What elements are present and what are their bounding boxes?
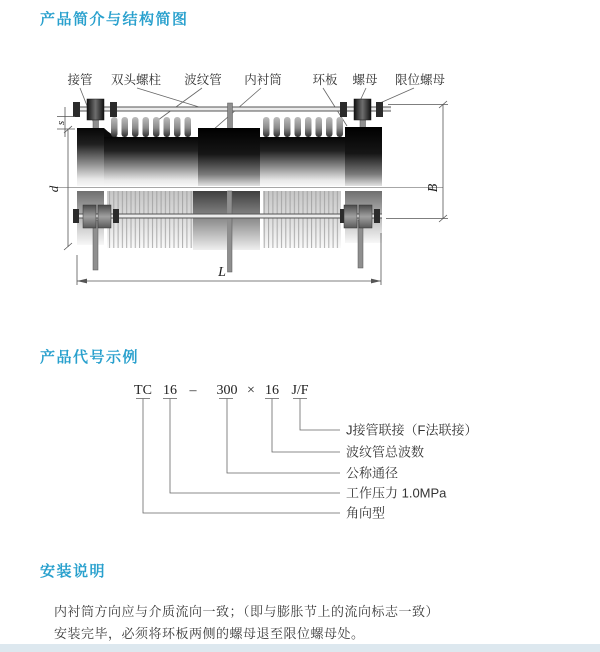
code-times: × (247, 383, 255, 398)
install-heading: 安装说明 (40, 563, 107, 580)
code-pressure: 16 (163, 383, 177, 398)
callout-pressure: 工作压力 1.0MPa (346, 485, 447, 501)
code-heading: 产品代号示例 (40, 349, 140, 366)
dim-B (386, 101, 448, 222)
nut-right (354, 99, 371, 120)
svg-text:B: B (426, 183, 441, 193)
structure-diagram (0, 60, 600, 305)
label-shuangtou: 双头螺柱 (110, 73, 162, 87)
callout-waves: 波纹管总波数 (346, 444, 425, 460)
liner-band (198, 128, 260, 186)
footer-strip (0, 644, 600, 652)
product-code-diagram (0, 345, 600, 530)
dim-d (46, 126, 72, 250)
code-dn: 300 (216, 383, 238, 398)
intro-heading: 产品简介与结构简图 (40, 11, 189, 28)
callout-type: 角向型 (346, 505, 386, 521)
top-tie-rod (73, 99, 391, 131)
label-neichentong: 内衬筒 (244, 73, 282, 87)
limit-nut-left (73, 102, 80, 117)
limit-nut-right (376, 102, 383, 117)
code-waves: 16 (265, 383, 279, 398)
ring-plate-block (345, 127, 382, 186)
code-dash: – (189, 383, 197, 398)
install-text-line-1: 内衬筒方向应与介质流向一致；（即与膨胀节上的流向标志一致） (54, 604, 440, 619)
label-bowenguan: 波纹管 (184, 73, 222, 87)
nut-left (87, 99, 104, 120)
convolutions-right (263, 117, 343, 137)
code-elements (134, 383, 309, 398)
code-callouts (346, 423, 477, 521)
label-jieguan: 接管 (67, 73, 93, 87)
label-huanban: 环板 (312, 73, 338, 87)
callout-connection: J接管联接（F法联接） (346, 422, 478, 438)
body-lower (73, 191, 382, 272)
convolutions-left (111, 117, 191, 137)
pipe-end-left (77, 128, 104, 186)
code-connect: J/F (291, 383, 309, 398)
callout-dn: 公称通径 (346, 465, 399, 481)
part-labels (67, 72, 445, 87)
svg-text:L: L (218, 265, 226, 280)
svg-text:d: d (46, 185, 61, 193)
label-xianwei: 限位螺母 (394, 73, 446, 87)
svg-text:s: s (55, 120, 67, 126)
label-luomu: 螺母 (352, 73, 378, 87)
install-text-line-2: 安装完毕，必须将环板两侧的螺母退至限位螺母处。 (54, 626, 365, 641)
center-stud (228, 103, 233, 130)
code-connectors (143, 399, 340, 514)
code-type: TC (134, 383, 152, 398)
